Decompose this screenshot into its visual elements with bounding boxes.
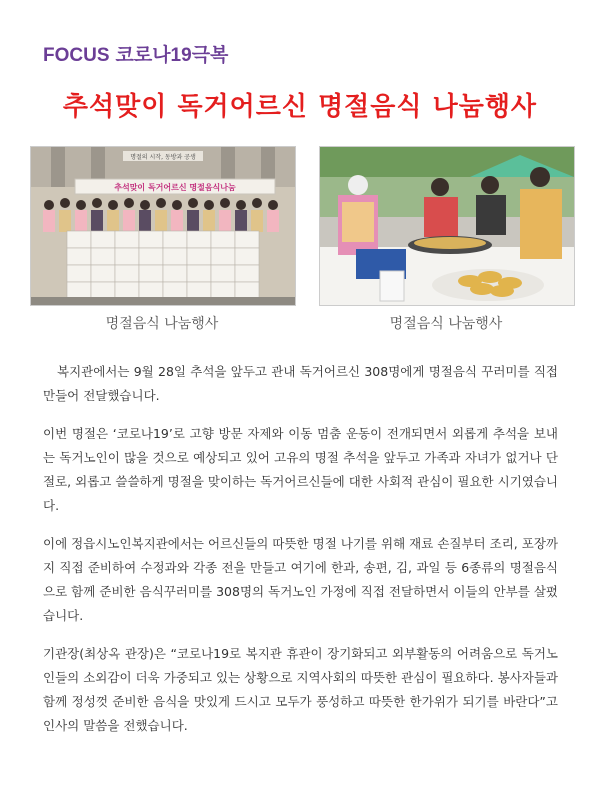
page-title: 추석맞이 독거어르신 명절음식 나눔행사 bbox=[62, 92, 538, 122]
paragraph-3: 이에 정읍시노인복지관에서는 어르신들의 따뜻한 명절 나기를 위해 재료 손질부터 조리, 포장까지 직접 준비하여 수정과와 각종 전을 만들고 여기에 한과, 송편, 김, 과일 등 6종류의 명절음식으로 함께 준비한 음식꾸러미를 308명의 독거노인 가정에 직접 전달하면서 이들의 안부를 살폈습니다. bbox=[43, 536, 558, 623]
section-header bbox=[43, 40, 228, 67]
cooking-photo-illustration bbox=[320, 147, 574, 305]
group-photo-illustration bbox=[31, 147, 295, 305]
paragraph-2: 이번 명절은 ‘코로나19’로 고향 방문 자제와 이동 멈춤 운동이 전개되면서 외롭게 추석을 보내는 독거노인이 많을 것으로 예상되고 있어 고유의 명절 추석을 앞두고 가족과 자녀가 없거나 단절로, 외롭고 쓸쓸하게 명절을 맞이하는 독거어르신들에 대한 사회적 관심이 필요한 시기였습니다. bbox=[43, 426, 558, 513]
banner-text: 추석맞이 독거어르신 명절음식나눔 bbox=[114, 183, 236, 192]
photo-cooking-volunteers bbox=[319, 146, 575, 306]
section-name: 코로나19극복 bbox=[115, 45, 229, 66]
photo-group-volunteers bbox=[30, 146, 296, 306]
building-sign: 명절의 시작, 동방과 공생 bbox=[130, 154, 196, 161]
paragraph-1: 복지관에서는 9월 28일 추석을 앞두고 관내 독거어르신 308명에게 명절음식 꾸러미를 직접 만들어 전달했습니다. bbox=[43, 364, 558, 403]
paragraph-4: 기관장(최상옥 관장)은 “코로나19로 복지관 휴관이 장기화되고 외부활동의 어려움으로 독거노인들의 소외감이 더욱 가중되고 있는 상황으로 지역사회의 따뜻한 관심이 필요하다. 봉사자들과 함께 정성껏 준비한 음식을 맛있게 드시고 모두가 풍성하고 따뜻한 한가위가 되기를 바란다”고 인사의 말씀을 전했습니다. bbox=[43, 646, 558, 733]
photo-caption-left: 명절음식 나눔행사 bbox=[105, 316, 219, 332]
photo-caption-right: 명절음식 나눔행사 bbox=[389, 316, 503, 332]
focus-tag: FOCUS bbox=[43, 45, 110, 66]
article-body bbox=[43, 360, 558, 752]
